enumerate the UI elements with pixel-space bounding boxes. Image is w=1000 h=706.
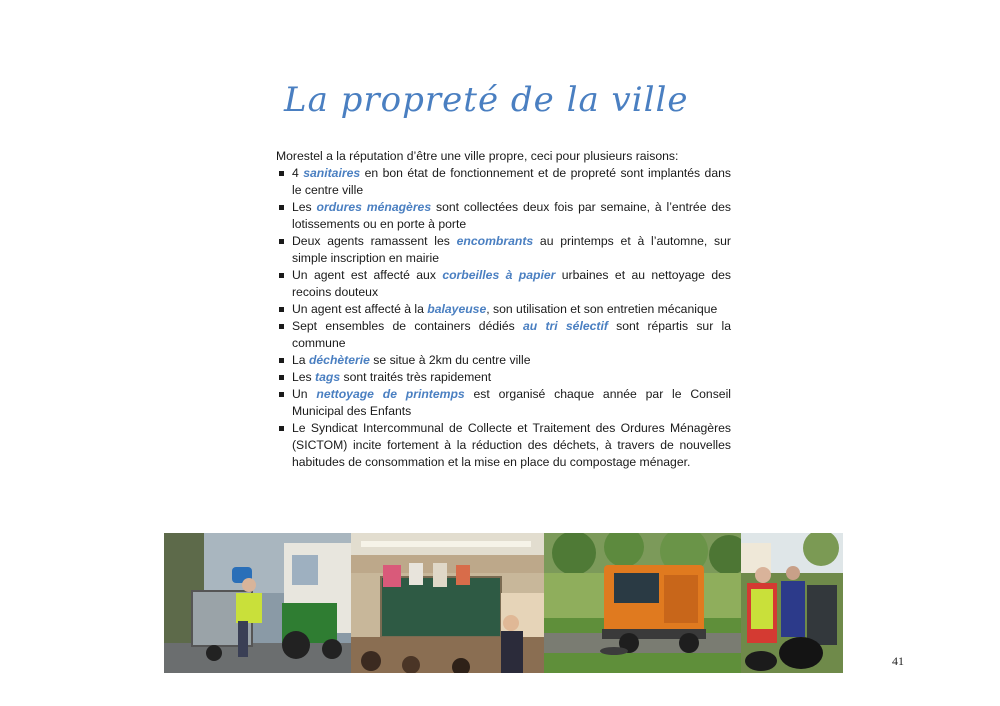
keyword: corbeilles à papier xyxy=(442,268,556,282)
photo-classroom xyxy=(351,533,544,673)
body-text xyxy=(276,148,731,471)
photo-strip xyxy=(164,533,843,673)
list-item: Les tags sont traités très rapidement xyxy=(276,369,731,386)
bullet-icon xyxy=(279,239,284,244)
list-item: Le Syndicat Intercommunal de Collecte et Traitement des Ordures Ménagères (SICTOM) incite fortement à la réduction des déchets, à travers de nouvelles habitudes de consommation et la mise en place du compostage ménager. xyxy=(276,420,731,471)
bullet-icon xyxy=(279,426,284,431)
list-item: Un agent est affecté aux corbeilles à papier urbaines et au nettoyage des recoins douteux xyxy=(276,267,731,301)
intro-text: Morestel a la réputation d’être une ville propre, ceci pour plusieurs raisons: xyxy=(276,149,679,163)
photo-street-sweeper xyxy=(544,533,741,673)
bullet-icon xyxy=(279,392,284,397)
list-item: La déchèterie se situe à 2km du centre ville xyxy=(276,352,731,369)
list-item: Un agent est affecté à la balayeuse, son utilisation et son entretien mécanique xyxy=(276,301,731,318)
keyword: encombrants xyxy=(456,234,534,248)
photo-container-collection xyxy=(164,533,351,673)
bullet-icon xyxy=(279,307,284,312)
keyword: au tri sélectif xyxy=(522,319,608,333)
bullet-icon xyxy=(279,324,284,329)
bullet-icon xyxy=(279,273,284,278)
list-item: 4 sanitaires en bon état de fonctionnement et de propreté sont implantés dans le centre ville xyxy=(276,165,731,199)
bullet-icon xyxy=(279,205,284,210)
keyword: ordures ménagères xyxy=(316,200,432,214)
bullet-icon xyxy=(279,171,284,176)
keyword: balayeuse xyxy=(427,302,487,316)
bullet-icon xyxy=(279,375,284,380)
keyword: nettoyage de printemps xyxy=(316,387,465,401)
list-item: Sept ensembles de containers dédiés au tri sélectif sont répartis sur la commune xyxy=(276,318,731,352)
page-title: La propreté de la ville xyxy=(284,80,689,120)
bullet-icon xyxy=(279,358,284,363)
list-item: Un nettoyage de printemps est organisé chaque année par le Conseil Municipal des Enfants xyxy=(276,386,731,420)
page-number: 41 xyxy=(892,654,904,668)
bullet-list xyxy=(276,165,731,471)
photo-spring-cleaning xyxy=(741,533,843,673)
keyword: sanitaires xyxy=(303,166,361,180)
list-item: Les ordures ménagères sont collectées deux fois par semaine, à l’entrée des lotissements ou en porte à porte xyxy=(276,199,731,233)
keyword: déchèterie xyxy=(308,353,370,367)
list-item: Deux agents ramassent les encombrants au printemps et à l’automne, sur simple inscription en mairie xyxy=(276,233,731,267)
keyword: tags xyxy=(315,370,341,384)
